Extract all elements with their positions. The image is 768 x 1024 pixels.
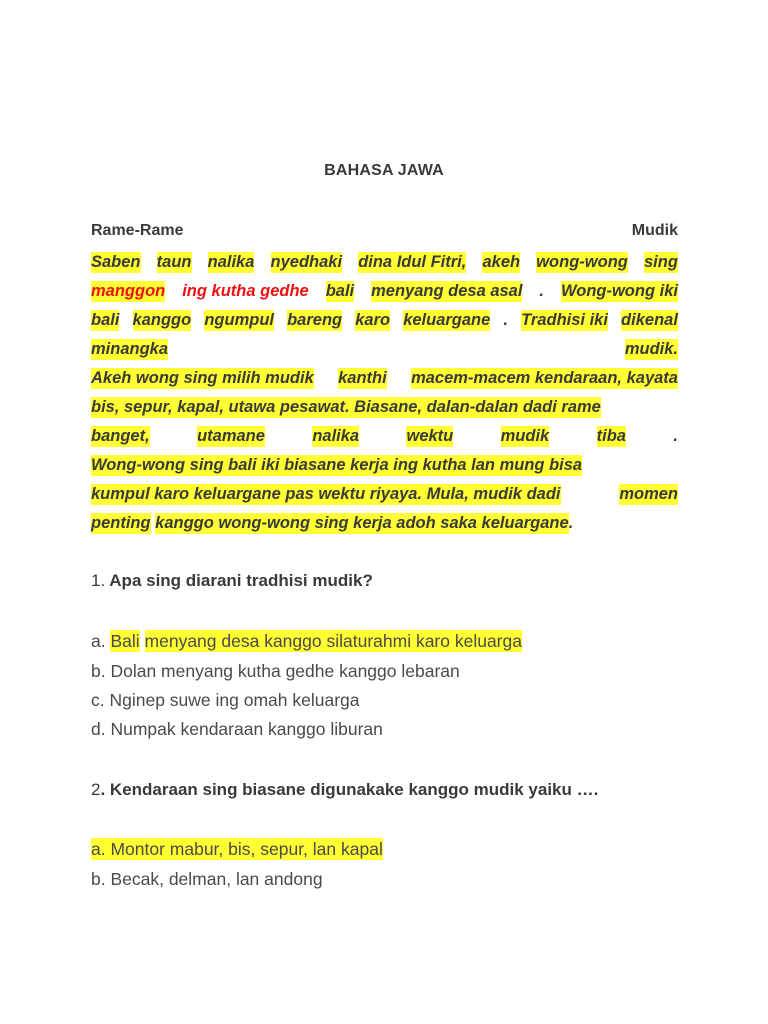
answer-option bbox=[91, 869, 323, 890]
passage-word: wektu bbox=[406, 426, 454, 445]
passage-word: dikenal bbox=[621, 310, 678, 329]
passage-line bbox=[91, 367, 678, 389]
passage-word: manggon bbox=[91, 281, 166, 300]
passage-word: tiba bbox=[596, 426, 626, 445]
question-1-number: 1. bbox=[91, 571, 106, 590]
question-2-number: 2 bbox=[91, 780, 101, 799]
passage-word: momen bbox=[619, 484, 678, 503]
passage-word: kumpul karo keluargane pas wektu riyaya. Mula, mudik dadi bbox=[91, 484, 561, 503]
passage-word: dina Idul Fitri, bbox=[358, 252, 467, 271]
passage-word: mudik. bbox=[624, 339, 678, 358]
answer-option-text: Bali bbox=[110, 631, 140, 651]
passage-title bbox=[91, 222, 678, 240]
passage-word: utamane bbox=[197, 426, 265, 445]
passage-word: minangka bbox=[91, 339, 169, 358]
passage-word: wong-wong bbox=[536, 252, 628, 271]
answer-option-text: a. Montor mabur, bis, sepur, lan kapal bbox=[91, 839, 383, 859]
passage-word: bali bbox=[91, 310, 120, 329]
passage-word: kanggo wong-wong sing kerja adoh saka keluargane bbox=[155, 513, 569, 532]
passage-word: mudik bbox=[500, 426, 550, 445]
passage-word: . bbox=[568, 513, 574, 532]
answer-option-text: c. Nginep suwe ing omah keluarga bbox=[91, 690, 360, 710]
passage-line bbox=[91, 309, 678, 331]
answer-option-text: d. Numpak kendaraan kanggo liburan bbox=[91, 719, 383, 739]
passage-word: akeh bbox=[482, 252, 521, 271]
passage-line bbox=[91, 251, 678, 273]
document-title: BAHASA JAWA bbox=[324, 162, 444, 179]
passage-word: karo bbox=[355, 310, 391, 329]
passage-line bbox=[91, 338, 678, 360]
passage-word: penting bbox=[91, 513, 151, 532]
passage-word: Akeh wong sing milih mudik bbox=[91, 368, 314, 387]
answer-option bbox=[91, 631, 522, 652]
passage-word: . bbox=[673, 426, 678, 445]
passage-word: macem-macem kendaraan, kayata bbox=[411, 368, 678, 387]
answer-option bbox=[91, 661, 460, 682]
passage-word: ngumpul bbox=[204, 310, 274, 329]
question-2-text: . Kendaraan sing biasane digunakake kanggo mudik yaiku …. bbox=[100, 780, 599, 799]
passage-word: taun bbox=[156, 252, 192, 271]
passage-line bbox=[91, 483, 678, 505]
answer-option bbox=[91, 719, 383, 740]
passage-word: Tradhisi iki bbox=[521, 310, 608, 329]
passage-word: nalika bbox=[312, 426, 360, 445]
passage-word: . bbox=[503, 310, 509, 329]
answer-option-text: menyang desa kanggo silaturahmi karo keluarga bbox=[144, 631, 522, 651]
passage-line bbox=[91, 280, 678, 302]
passage-word: banget, bbox=[91, 426, 150, 445]
passage-word: bali bbox=[325, 281, 355, 300]
question-1-text: Apa sing diarani tradhisi mudik? bbox=[109, 571, 373, 590]
answer-option-text bbox=[140, 631, 145, 651]
passage-word: bis, sepur, kapal, utawa pesawat. Biasane, dalan-dalan dadi rame bbox=[91, 397, 601, 416]
passage-word: sing bbox=[643, 252, 678, 271]
passage-word: Wong-wong sing bali iki biasane kerja ing kutha lan mung bisa bbox=[91, 455, 583, 474]
question-1 bbox=[91, 571, 373, 591]
passage-word: bareng bbox=[287, 310, 343, 329]
answer-option-text: a. bbox=[91, 631, 111, 651]
passage-word: . bbox=[539, 281, 544, 300]
passage-line bbox=[91, 512, 678, 534]
passage-word: ing kutha gedhe bbox=[182, 281, 309, 300]
passage-line bbox=[91, 454, 678, 476]
passage-title-left: Rame-Rame bbox=[91, 222, 184, 239]
passage-word: kanggo bbox=[132, 310, 192, 329]
question-2 bbox=[91, 780, 598, 800]
passage-word: nyedhaki bbox=[270, 252, 343, 271]
passage-word: Wong-wong iki bbox=[560, 281, 678, 300]
passage-word: menyang desa asal bbox=[371, 281, 523, 300]
passage-word: kanthi bbox=[338, 368, 387, 387]
passage-word: nalika bbox=[207, 252, 255, 271]
answer-option bbox=[91, 839, 383, 860]
passage-line bbox=[91, 425, 678, 447]
answer-option-text: b. Dolan menyang kutha gedhe kanggo lebaran bbox=[91, 661, 460, 681]
answer-option bbox=[91, 690, 360, 711]
answer-option-text: b. Becak, delman, lan andong bbox=[91, 869, 323, 889]
passage-word: Saben bbox=[91, 252, 141, 271]
passage-line bbox=[91, 396, 678, 418]
passage-word: keluargane bbox=[403, 310, 491, 329]
passage-title-right: Mudik bbox=[631, 222, 678, 239]
